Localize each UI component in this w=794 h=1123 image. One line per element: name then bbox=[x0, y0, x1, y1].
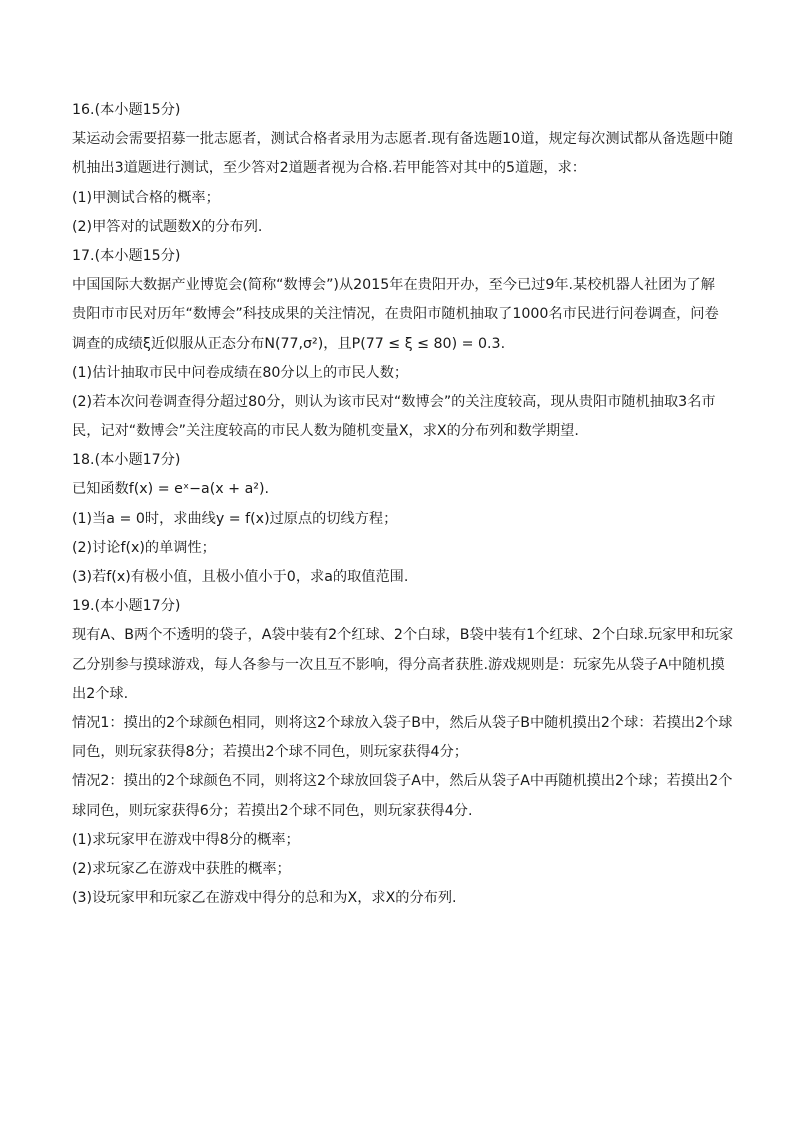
q17-part-2-line-1: (2)若本次问卷调查得分超过80分，则认为该市民对“数博会”的关注度较高，现从贵阳市随机抽取3名市 bbox=[72, 393, 716, 410]
q19-text-line-3: 出2个球. bbox=[72, 685, 129, 702]
q19-part-1: (1)求玩家甲在游戏中得8分的概率； bbox=[72, 831, 300, 848]
q16-text-line-2: 机抽出3道题进行测试，至少答对2道题者视为合格.若甲能答对其中的5道题，求： bbox=[72, 160, 586, 177]
q19-text-line-1: 现有A、B两个不透明的袋子，A袋中装有2个红球、2个白球，B袋中装有1个红球、2个白球.玩家甲和玩家 bbox=[72, 627, 734, 644]
q18-part-2: (2)讨论f(x)的单调性； bbox=[72, 539, 216, 556]
q18-part-3: (3)若f(x)有极小值，且极小值小于0，求a的取值范围. bbox=[72, 569, 409, 585]
q18-function: 已知函数f(x) = eˣ−a(x + a²). bbox=[72, 481, 269, 498]
q19-case-2-line-2: 球同色，则玩家获得6分；若摸出2个球不同色，则玩家获得4分. bbox=[72, 802, 473, 819]
q19-part-2: (2)求玩家乙在游戏中获胜的概率； bbox=[72, 860, 291, 877]
q19-case-1-line-2: 同色，则玩家获得8分；若摸出2个球不同色，则玩家获得4分； bbox=[72, 744, 468, 761]
q16-part-1: (1)甲测试合格的概率； bbox=[72, 189, 220, 206]
q19-case-2-line-1: 情况2：摸出的2个球颜色不同，则将这2个球放回袋子A中，然后从袋子A中再随机摸出2个球；若摸出2个 bbox=[72, 773, 733, 790]
q19-text-line-2: 乙分别参与摸球游戏，每人各参与一次且互不影响，得分高者获胜.游戏规则是：玩家先从袋子A中随机摸 bbox=[72, 656, 725, 673]
q16-heading: 16.(本小题15分) bbox=[72, 102, 181, 118]
q18-part-1: (1)当a = 0时，求曲线y = f(x)过原点的切线方程； bbox=[72, 510, 398, 527]
q19-case-1-line-1: 情况1：摸出的2个球颜色相同，则将这2个球放入袋子B中，然后从袋子B中随机摸出2个球：若摸出2个球 bbox=[72, 714, 733, 731]
q19-part-3: (3)设玩家甲和玩家乙在游戏中得分的总和为X，求X的分布列. bbox=[72, 890, 457, 907]
q16-part-2: (2)甲答对的试题数X的分布列. bbox=[72, 218, 263, 235]
q17-text-line-1: 中国国际大数据产业博览会(简称“数博会”)从2015年在贵阳开办，至今已过9年.某校机器人社团为了解 bbox=[72, 277, 715, 294]
q18-heading: 18.(本小题17分) bbox=[72, 452, 181, 469]
q17-part-1: (1)估计抽取市民中问卷成绩在80分以上的市民人数； bbox=[72, 364, 409, 381]
q19-heading: 19.(本小题17分) bbox=[72, 598, 181, 615]
q17-text-line-3: 调查的成绩ξ近似服从正态分布N(77,σ²)，且P(77 ≤ ξ ≤ 80) = 0.3. bbox=[72, 335, 506, 352]
q17-text-line-2: 贵阳市市民对历年“数博会”科技成果的关注情况，在贵阳市随机抽取了1000名市民进行问卷调查，问卷 bbox=[72, 306, 719, 323]
q17-heading: 17.(本小题15分) bbox=[72, 247, 181, 264]
document-page bbox=[72, 100, 732, 917]
q17-part-2-line-2: 民，记对“数博会”关注度较高的市民人数为随机变量X，求X的分布列和数学期望. bbox=[72, 423, 579, 440]
q16-text-line-1: 某运动会需要招募一批志愿者，测试合格者录用为志愿者.现有备选题10道，规定每次测试都从备选题中随 bbox=[72, 131, 734, 148]
